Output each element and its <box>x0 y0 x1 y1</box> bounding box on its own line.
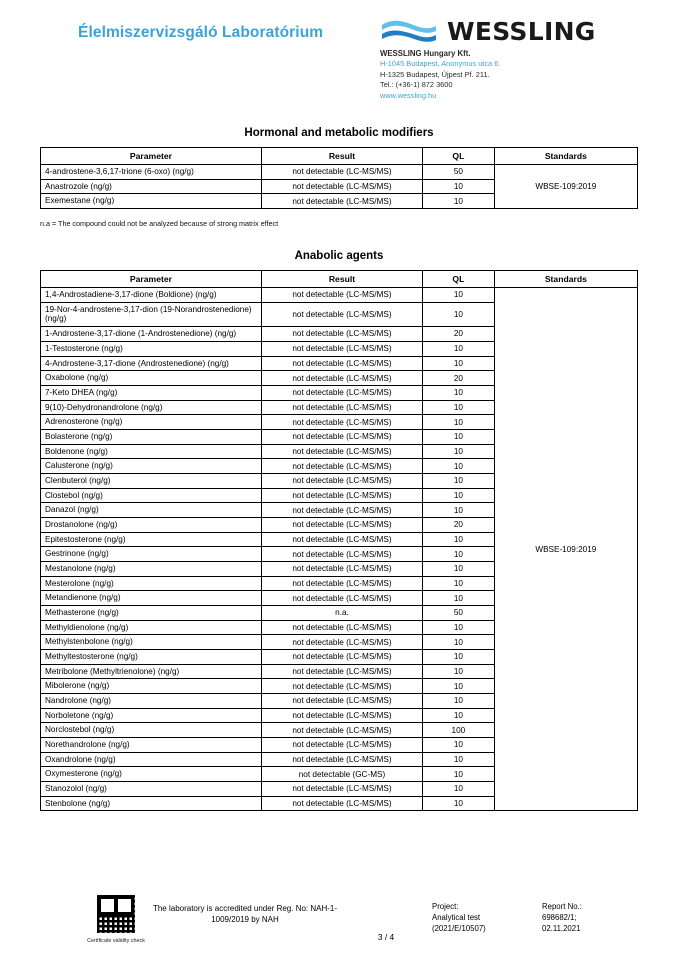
table-row <box>41 288 638 303</box>
cell-result: not detectable (LC-MS/MS) <box>261 194 422 209</box>
cell-ql: 10 <box>423 503 495 518</box>
cell-result: not detectable (LC-MS/MS) <box>261 341 422 356</box>
cell-parameter: Methylstenbolone (ng/g) <box>41 635 262 650</box>
cell-parameter: Metandienone (ng/g) <box>41 591 262 606</box>
cell-result: not detectable (LC-MS/MS) <box>261 635 422 650</box>
table-header-row <box>41 271 638 288</box>
cell-result: not detectable (LC-MS/MS) <box>261 708 422 723</box>
project-block <box>432 892 542 935</box>
cell-result: not detectable (LC-MS/MS) <box>261 723 422 738</box>
cell-result: not detectable (LC-MS/MS) <box>261 664 422 679</box>
cell-parameter: Calusterone (ng/g) <box>41 459 262 474</box>
qr-caption: Certificate validity check <box>87 938 145 944</box>
cell-ql: 20 <box>423 327 495 342</box>
column-header-ql: QL <box>423 271 495 288</box>
cell-parameter: Mesterolone (ng/g) <box>41 576 262 591</box>
brand-logo <box>380 18 638 44</box>
cell-ql: 10 <box>423 385 495 400</box>
laboratory-title: Élelmiszervizsgáló Laboratórium <box>78 24 324 41</box>
cell-ql: 50 <box>423 605 495 620</box>
cell-parameter: Norclostebol (ng/g) <box>41 723 262 738</box>
cell-ql: 10 <box>423 415 495 430</box>
cell-parameter: Mibolerone (ng/g) <box>41 679 262 694</box>
cell-parameter: 1-Testosterone (ng/g) <box>41 341 262 356</box>
cell-ql: 100 <box>423 723 495 738</box>
cell-result: not detectable (LC-MS/MS) <box>261 327 422 342</box>
brand-wordmark: WESSLING <box>447 16 596 46</box>
cell-result: not detectable (LC-MS/MS) <box>261 356 422 371</box>
brand-contact-block <box>380 48 638 101</box>
cell-parameter: Metribolone (Methyltrienolone) (ng/g) <box>41 664 262 679</box>
report-label: Report No.: <box>542 902 582 911</box>
cell-ql: 10 <box>423 473 495 488</box>
brand-company: WESSLING Hungary Kft. <box>380 49 471 58</box>
report-number: 698682/1; <box>542 912 577 922</box>
cell-ql: 10 <box>423 459 495 474</box>
cell-ql: 10 <box>423 532 495 547</box>
section-title-hormonal: Hormonal and metabolic modifiers <box>244 127 434 140</box>
cell-parameter: 19-Nor-4-androstene-3,17-dion (19-Norandrostenedione) (ng/g) <box>41 302 262 326</box>
section-title-anabolic: Anabolic agents <box>294 250 384 263</box>
cell-result: not detectable (LC-MS/MS) <box>261 796 422 811</box>
cell-result: not detectable (LC-MS/MS) <box>261 752 422 767</box>
cell-ql: 10 <box>423 400 495 415</box>
cell-result: not detectable (LC-MS/MS) <box>261 459 422 474</box>
cell-parameter: Oxandrolone (ng/g) <box>41 752 262 767</box>
cell-ql: 10 <box>423 737 495 752</box>
cell-parameter: Oxabolone (ng/g) <box>41 371 262 386</box>
cell-result: not detectable (GC-MS) <box>261 767 422 782</box>
cell-parameter: 4-Androstene-3,17-dione (Androstenedione) (ng/g) <box>41 356 262 371</box>
brand-address-1: H-1045 Budapest, Anonymus utca 6. <box>380 59 501 69</box>
brand-block <box>380 18 638 101</box>
cell-ql: 20 <box>423 371 495 386</box>
cell-result: not detectable (LC-MS/MS) <box>261 532 422 547</box>
cell-parameter: Nandrolone (ng/g) <box>41 693 262 708</box>
cell-result: not detectable (LC-MS/MS) <box>261 591 422 606</box>
cell-ql: 10 <box>423 561 495 576</box>
cell-ql: 10 <box>423 664 495 679</box>
wessling-wave-icon <box>380 18 438 44</box>
cell-parameter: 4-androstene-3,6,17-trione (6-oxo) (ng/g) <box>41 165 262 180</box>
cell-parameter: Epitestosterone (ng/g) <box>41 532 262 547</box>
cell-result: not detectable (LC-MS/MS) <box>261 576 422 591</box>
cell-parameter: 9(10)-Dehydronandrolone (ng/g) <box>41 400 262 415</box>
cell-result: not detectable (LC-MS/MS) <box>261 620 422 635</box>
cell-ql: 10 <box>423 693 495 708</box>
project-label: Project: <box>432 902 459 911</box>
cell-result: not detectable (LC-MS/MS) <box>261 429 422 444</box>
cell-result: not detectable (LC-MS/MS) <box>261 179 422 194</box>
cell-ql: 20 <box>423 517 495 532</box>
cell-ql: 50 <box>423 165 495 180</box>
cell-ql: 10 <box>423 752 495 767</box>
cell-ql: 10 <box>423 356 495 371</box>
page-footer <box>40 892 638 944</box>
project-code: (2021/E/10507) <box>432 923 486 933</box>
brand-telephone: Tel.: (+36-1) 872 3600 <box>380 80 453 90</box>
cell-parameter: Methyldienolone (ng/g) <box>41 620 262 635</box>
cell-result: not detectable (LC-MS/MS) <box>261 679 422 694</box>
cell-ql: 10 <box>423 796 495 811</box>
table-header-row <box>41 148 638 165</box>
column-header-result: Result <box>261 271 422 288</box>
cell-ql: 10 <box>423 429 495 444</box>
matrix-effect-note: n.a = The compound could not be analyzed because of strong matrix effect <box>40 219 279 229</box>
cell-result: not detectable (LC-MS/MS) <box>261 302 422 326</box>
cell-result: not detectable (LC-MS/MS) <box>261 473 422 488</box>
accreditation-text: The laboratory is accredited under Reg. No: NAH-1-1009/2019 by NAH <box>152 904 338 924</box>
cell-result: not detectable (LC-MS/MS) <box>261 165 422 180</box>
table-row <box>41 165 638 180</box>
cell-result: not detectable (LC-MS/MS) <box>261 693 422 708</box>
cell-result: not detectable (LC-MS/MS) <box>261 737 422 752</box>
cell-parameter: Exemestane (ng/g) <box>41 194 262 209</box>
cell-result: not detectable (LC-MS/MS) <box>261 503 422 518</box>
cell-result: not detectable (LC-MS/MS) <box>261 415 422 430</box>
table-hormonal-modifiers <box>40 147 638 209</box>
cell-parameter: Danazol (ng/g) <box>41 503 262 518</box>
report-block <box>542 892 638 935</box>
cell-parameter: Bolasterone (ng/g) <box>41 429 262 444</box>
cell-result: not detectable (LC-MS/MS) <box>261 781 422 796</box>
table-anabolic-agents <box>40 270 638 811</box>
cell-standards: WBSE-109:2019 <box>494 288 637 811</box>
cell-ql: 10 <box>423 767 495 782</box>
cell-ql: 10 <box>423 179 495 194</box>
cell-ql: 10 <box>423 591 495 606</box>
cell-parameter: Gestrinone (ng/g) <box>41 547 262 562</box>
cell-ql: 10 <box>423 708 495 723</box>
cell-parameter: Anastrozole (ng/g) <box>41 179 262 194</box>
column-header-parameter: Parameter <box>41 148 262 165</box>
brand-website[interactable]: www.wessling.hu <box>380 90 437 100</box>
column-header-parameter: Parameter <box>41 271 262 288</box>
cell-ql: 10 <box>423 302 495 326</box>
cell-parameter: Methasterone (ng/g) <box>41 605 262 620</box>
column-header-standards: Standards <box>494 271 637 288</box>
cell-ql: 10 <box>423 288 495 303</box>
cell-parameter: Drostanolone (ng/g) <box>41 517 262 532</box>
column-header-standards: Standards <box>494 148 637 165</box>
cell-parameter: Boldenone (ng/g) <box>41 444 262 459</box>
cell-parameter: Methyltestosterone (ng/g) <box>41 649 262 664</box>
column-header-result: Result <box>261 148 422 165</box>
cell-result: not detectable (LC-MS/MS) <box>261 385 422 400</box>
cell-parameter: 1-Androstene-3,17-dione (1-Androstenedione) (ng/g) <box>41 327 262 342</box>
qr-code-icon[interactable] <box>94 892 138 936</box>
cell-result: not detectable (LC-MS/MS) <box>261 444 422 459</box>
brand-address-2: H-1325 Budapest, Újpest Pf. 211. <box>380 69 490 79</box>
cell-ql: 10 <box>423 649 495 664</box>
cell-result: not detectable (LC-MS/MS) <box>261 547 422 562</box>
cell-result: not detectable (LC-MS/MS) <box>261 561 422 576</box>
cell-standards: WBSE-109:2019 <box>494 165 637 209</box>
page-header <box>40 18 638 101</box>
cell-ql: 10 <box>423 488 495 503</box>
qr-code-block[interactable] <box>82 892 150 944</box>
page-number: 3 / 4 <box>377 932 395 942</box>
cell-result: not detectable (LC-MS/MS) <box>261 649 422 664</box>
cell-parameter: Stanozolol (ng/g) <box>41 781 262 796</box>
cell-result: n.a. <box>261 605 422 620</box>
cell-result: not detectable (LC-MS/MS) <box>261 488 422 503</box>
cell-parameter: Clenbuterol (ng/g) <box>41 473 262 488</box>
cell-result: not detectable (LC-MS/MS) <box>261 288 422 303</box>
cell-parameter: Clostebol (ng/g) <box>41 488 262 503</box>
cell-ql: 10 <box>423 576 495 591</box>
cell-ql: 10 <box>423 620 495 635</box>
cell-ql: 10 <box>423 679 495 694</box>
cell-parameter: Norethandrolone (ng/g) <box>41 737 262 752</box>
cell-ql: 10 <box>423 781 495 796</box>
cell-result: not detectable (LC-MS/MS) <box>261 517 422 532</box>
cell-parameter: Oxymesterone (ng/g) <box>41 767 262 782</box>
cell-parameter: Norboletone (ng/g) <box>41 708 262 723</box>
cell-parameter: 7-Keto DHEA (ng/g) <box>41 385 262 400</box>
cell-parameter: Mestanolone (ng/g) <box>41 561 262 576</box>
cell-ql: 10 <box>423 547 495 562</box>
cell-ql: 10 <box>423 194 495 209</box>
report-date: 02.11.2021 <box>542 923 581 933</box>
cell-ql: 10 <box>423 635 495 650</box>
cell-ql: 10 <box>423 341 495 356</box>
cell-parameter: Stenbolone (ng/g) <box>41 796 262 811</box>
cell-result: not detectable (LC-MS/MS) <box>261 400 422 415</box>
cell-result: not detectable (LC-MS/MS) <box>261 371 422 386</box>
project-name: Analytical test <box>432 912 481 922</box>
cell-parameter: Adrenosterone (ng/g) <box>41 415 262 430</box>
column-header-ql: QL <box>423 148 495 165</box>
cell-ql: 10 <box>423 444 495 459</box>
cell-parameter: 1,4-Androstadiene-3,17-dione (Boldione) (ng/g) <box>41 288 262 303</box>
